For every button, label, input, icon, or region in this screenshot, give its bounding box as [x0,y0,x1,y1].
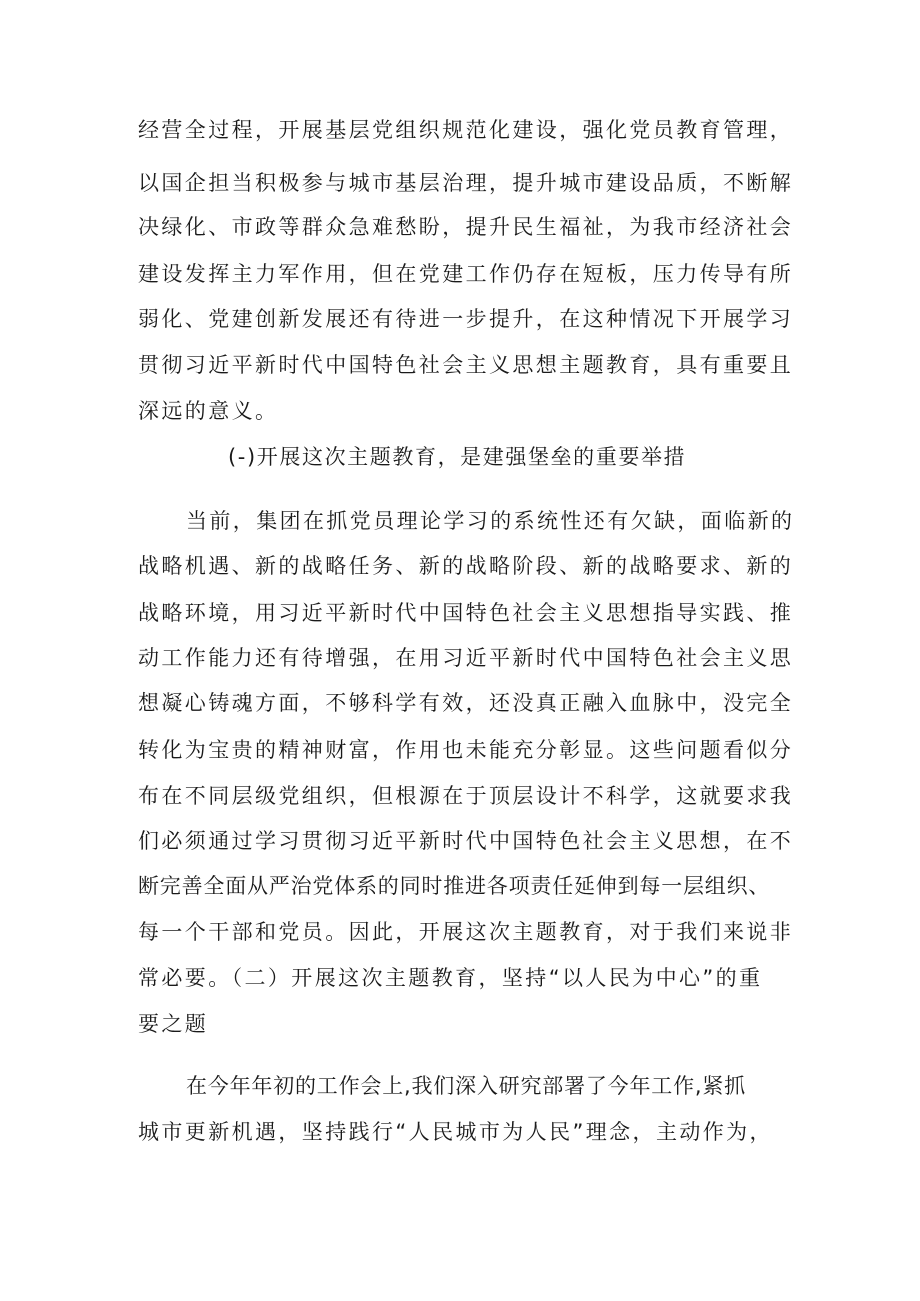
text-line: 布在不同层级党组织，但根源在于顶层设计不科学，这就要求我 [138,784,794,808]
text-line: 战略机遇、新的战略任务、新的战略阶段、新的战略要求、新的 [138,554,794,578]
text-line: 经营全过程，开展基层党组织规范化建设，强化党员教育管理， [138,118,794,142]
paragraph-first-line: 当前，集团在抓党员理论学习的系统性还有欠缺，面临新的 [186,509,795,533]
paragraph-first-line: 在今年年初的工作会上,我们深入研究部署了今年工作,紧抓 [186,1074,746,1098]
text-line: 深远的意义。 [138,399,279,423]
text-line: 以国企担当积极参与城市基层治理，提升城市建设品质，不断解 [138,171,794,195]
text-line: 城市更新机遇，坚持践行“人民城市为人民”理念，主动作为， [138,1120,773,1144]
text-line: 们必须通过学习贯彻习近平新时代中国特色社会主义思想，在不 [138,829,794,853]
text-line: 转化为宝贵的精神财富，作用也未能充分彰显。这些问题看似分 [138,738,794,762]
text-line: 战略环境，用习近平新时代中国特色社会主义思想指导实践、推 [138,601,794,625]
text-line: 弱化、党建创新发展还有待进一步提升，在这种情况下开展学习 [138,307,794,331]
text-line: 建设发挥主力军作用，但在党建工作仍存在短板，压力传导有所 [138,262,794,286]
text-line: 决绿化、市政等群众急难愁盼，提升民生福祉，为我市经济社会 [138,215,794,239]
text-line: 断完善全面从严治党体系的同时推进各项责任延伸到每一层组织、 [138,874,771,898]
section-heading: (-)开展这次主题教育，是建强堡垒的重要举措 [228,445,687,469]
text-line: 常必要。（二）开展这次主题教育，坚持“以人民为中心”的重 [138,966,763,990]
text-line: 想凝心铸魂方面，不够科学有效，还没真正融入血脉中，没完全 [138,691,794,715]
text-line: 要之题 [138,1012,209,1036]
text-line: 动工作能力还有待增强，在用习近平新时代中国特色社会主义思 [138,646,794,670]
text-line: 每一个干部和党员。因此，开展这次主题教育，对于我们来说非 [138,920,794,944]
text-line: 贯彻习近平新时代中国特色社会主义思想主题教育，具有重要且 [138,353,794,377]
